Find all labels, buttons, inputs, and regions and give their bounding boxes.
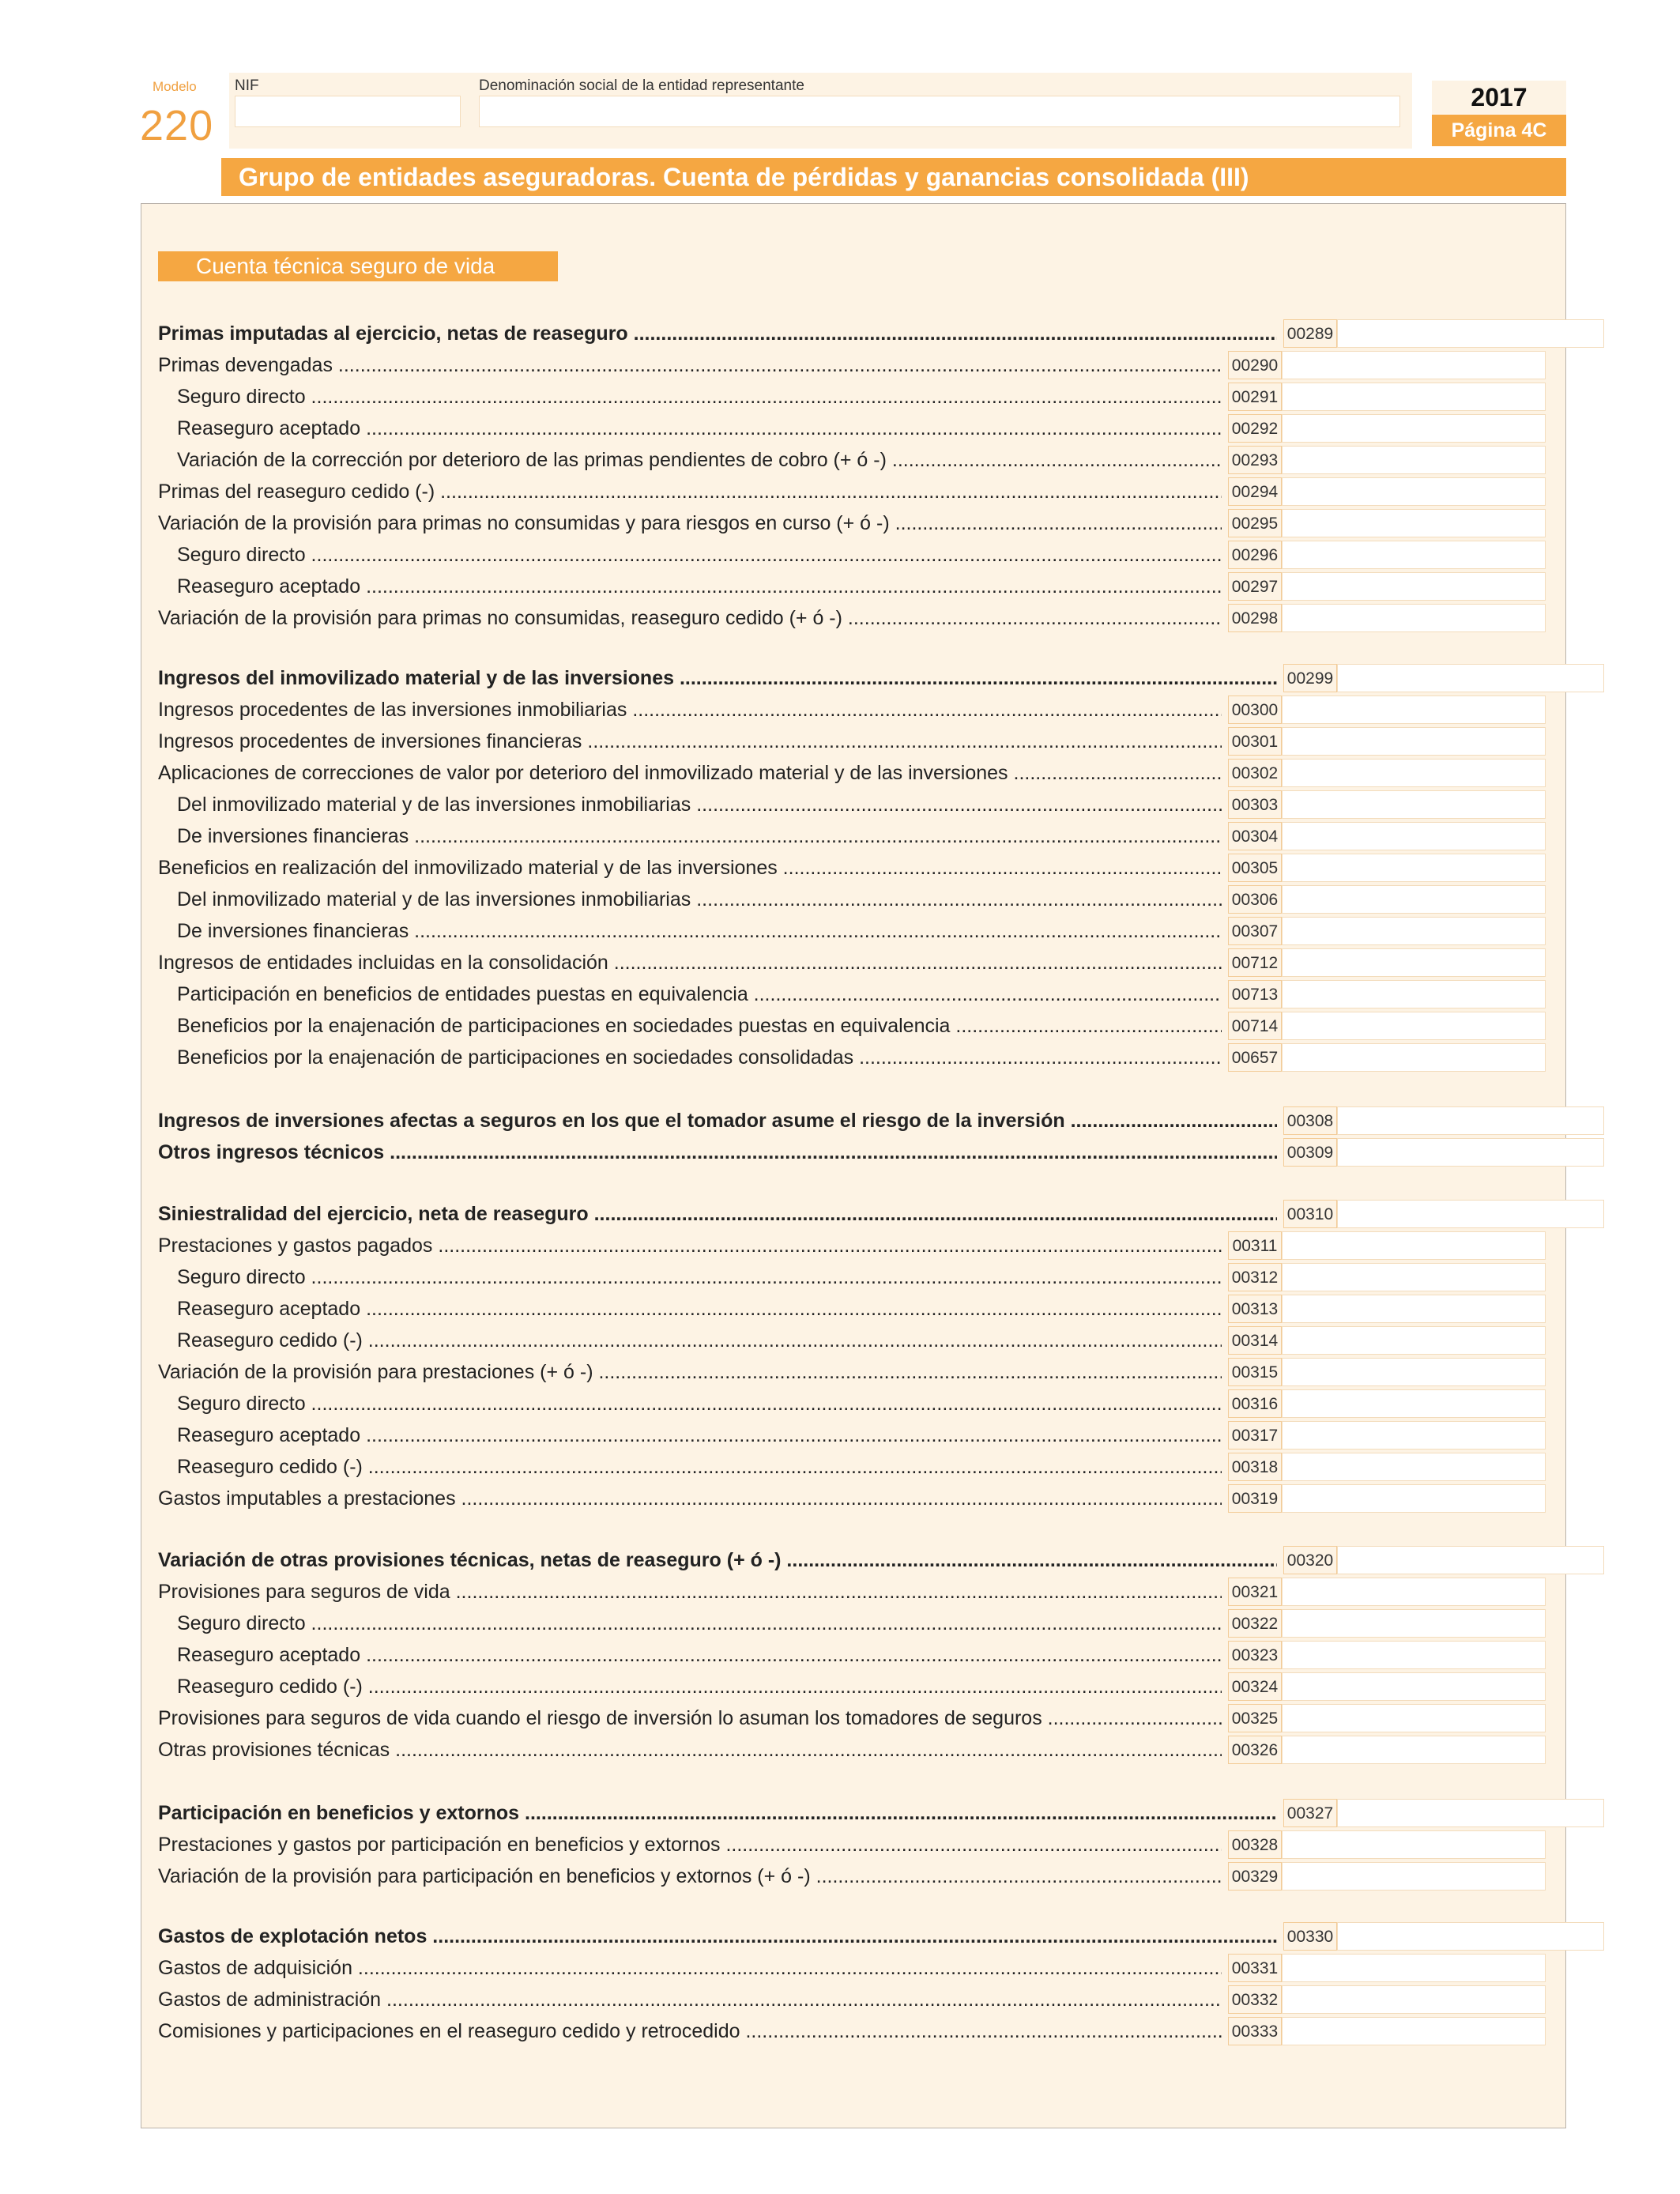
row-label: Beneficios por la enajenación de participaciones en sociedades consolidadas ..... — [177, 1043, 1222, 1072]
row-label: Seguro directo ..... — [177, 1609, 1222, 1638]
row-label: Gastos imputables a prestaciones ..... — [158, 1484, 1222, 1513]
row-label: Seguro directo ..... — [177, 1389, 1222, 1418]
value-input-00305[interactable] — [1282, 854, 1546, 882]
row-label: Seguro directo ..... — [177, 1263, 1222, 1291]
value-input-00332[interactable] — [1282, 1985, 1546, 2014]
year-label: 2017 — [1432, 81, 1566, 114]
row-label: Prestaciones y gastos por participación en beneficios y extornos ..... — [158, 1830, 1222, 1859]
row-code: 00331 — [1228, 1954, 1282, 1982]
row-code: 00307 — [1228, 917, 1282, 945]
row-label: Ingresos de inversiones afectas a seguros en los que el tomador asume el riesgo de la inversión ..... — [158, 1106, 1277, 1135]
row-code: 00712 — [1228, 948, 1282, 977]
row-label: Primas del reaseguro cedido (-) ..... — [158, 477, 1222, 506]
value-input-00290[interactable] — [1282, 351, 1546, 379]
row-code: 00322 — [1228, 1609, 1282, 1638]
row-label: De inversiones financieras ..... — [177, 917, 1222, 945]
value-input-00318[interactable] — [1282, 1453, 1546, 1481]
value-input-00293[interactable] — [1282, 446, 1546, 474]
value-input-00311[interactable] — [1282, 1231, 1546, 1260]
value-input-00328[interactable] — [1282, 1830, 1546, 1859]
value-input-00714[interactable] — [1282, 1012, 1546, 1040]
section-title: Cuenta técnica seguro de vida — [158, 251, 558, 281]
row-code: 00298 — [1228, 604, 1282, 632]
value-input-00304[interactable] — [1282, 822, 1546, 850]
value-input-00315[interactable] — [1282, 1358, 1546, 1386]
row-label: Participación en beneficios y extornos ..... — [158, 1799, 1277, 1827]
row-label: Beneficios en realización del inmovilizado material y de las inversiones ..... — [158, 854, 1222, 882]
value-input-00321[interactable] — [1282, 1578, 1546, 1606]
row-code: 00326 — [1228, 1736, 1282, 1764]
row-code: 00289 — [1283, 319, 1337, 348]
value-input-00329[interactable] — [1282, 1862, 1546, 1891]
value-input-00299[interactable] — [1337, 664, 1604, 692]
row-label: Otros ingresos técnicos ..... — [158, 1138, 1277, 1167]
row-code: 00309 — [1283, 1138, 1337, 1167]
row-code: 00303 — [1228, 790, 1282, 819]
row-label: Gastos de explotación netos ..... — [158, 1922, 1277, 1951]
row-code: 00305 — [1228, 854, 1282, 882]
row-code: 00299 — [1283, 664, 1337, 692]
row-label: Reaseguro cedido (-) ..... — [177, 1672, 1222, 1701]
row-label: Variación de la provisión para participación en beneficios y extornos (+ ó -) ..... — [158, 1862, 1222, 1891]
row-code: 00330 — [1283, 1922, 1337, 1951]
row-label: Reaseguro aceptado ..... — [177, 572, 1222, 601]
value-input-00314[interactable] — [1282, 1326, 1546, 1355]
value-input-00331[interactable] — [1282, 1954, 1546, 1982]
row-code: 00295 — [1228, 509, 1282, 537]
value-input-00657[interactable] — [1282, 1043, 1546, 1072]
row-label: Variación de la provisión para prestaciones (+ ó -) ..... — [158, 1358, 1222, 1386]
row-label: Reaseguro aceptado ..... — [177, 414, 1222, 443]
row-code: 00290 — [1228, 351, 1282, 379]
row-code: 00324 — [1228, 1672, 1282, 1701]
row-label: Otras provisiones técnicas ..... — [158, 1736, 1222, 1764]
row-label: Variación de la provisión para primas no consumidas, reaseguro cedido (+ ó -) ..... — [158, 604, 1222, 632]
row-code: 00318 — [1228, 1453, 1282, 1481]
row-label: Del inmovilizado material y de las inversiones inmobiliarias ..... — [177, 885, 1222, 914]
value-input-00296[interactable] — [1282, 541, 1546, 569]
value-input-00303[interactable] — [1282, 790, 1546, 819]
value-input-00309[interactable] — [1337, 1138, 1604, 1167]
row-code: 00296 — [1228, 541, 1282, 569]
row-label: Reaseguro cedido (-) ..... — [177, 1326, 1222, 1355]
row-label: Primas devengadas ..... — [158, 351, 1222, 379]
value-input-00312[interactable] — [1282, 1263, 1546, 1291]
value-input-00302[interactable] — [1282, 759, 1546, 787]
row-code: 00314 — [1228, 1326, 1282, 1355]
row-label: Ingresos procedentes de inversiones financieras ..... — [158, 727, 1222, 756]
row-label: De inversiones financieras ..... — [177, 822, 1222, 850]
value-input-00301[interactable] — [1282, 727, 1546, 756]
row-code: 00294 — [1228, 477, 1282, 506]
row-label: Primas imputadas al ejercicio, netas de reaseguro ..... — [158, 319, 1277, 348]
row-code: 00317 — [1228, 1421, 1282, 1449]
value-input-00313[interactable] — [1282, 1295, 1546, 1323]
row-label: Variación de otras provisiones técnicas, netas de reaseguro (+ ó -) ..... — [158, 1546, 1277, 1574]
row-code: 00293 — [1228, 446, 1282, 474]
value-input-00327[interactable] — [1337, 1799, 1604, 1827]
denominacion-input[interactable] — [479, 96, 1400, 127]
row-code: 00315 — [1228, 1358, 1282, 1386]
row-code: 00325 — [1228, 1704, 1282, 1732]
value-input-00306[interactable] — [1282, 885, 1546, 914]
value-input-00294[interactable] — [1282, 477, 1546, 506]
row-code: 00313 — [1228, 1295, 1282, 1323]
row-label: Gastos de administración ..... — [158, 1985, 1222, 2014]
row-code: 00321 — [1228, 1578, 1282, 1606]
value-input-00712[interactable] — [1282, 948, 1546, 977]
value-input-00291[interactable] — [1282, 383, 1546, 411]
row-code: 00333 — [1228, 2017, 1282, 2045]
row-label: Participación en beneficios de entidades puestas en equivalencia ..... — [177, 980, 1222, 1008]
value-input-00317[interactable] — [1282, 1421, 1546, 1449]
row-label: Seguro directo ..... — [177, 383, 1222, 411]
value-input-00320[interactable] — [1337, 1546, 1604, 1574]
row-label: Beneficios por la enajenación de participaciones en sociedades puestas en equivalencia ..... — [177, 1012, 1222, 1040]
row-code: 00310 — [1283, 1200, 1337, 1228]
row-label: Variación de la provisión para primas no consumidas y para riesgos en curso (+ ó -) ..... — [158, 509, 1222, 537]
row-label: Prestaciones y gastos pagados ..... — [158, 1231, 1222, 1260]
row-code: 00713 — [1228, 980, 1282, 1008]
row-code: 00292 — [1228, 414, 1282, 443]
value-input-00324[interactable] — [1282, 1672, 1546, 1701]
nif-label: NIF — [235, 77, 259, 94]
row-label: Seguro directo ..... — [177, 541, 1222, 569]
row-code: 00327 — [1283, 1799, 1337, 1827]
value-input-00713[interactable] — [1282, 980, 1546, 1008]
row-label: Ingresos de entidades incluidas en la consolidación ..... — [158, 948, 1222, 977]
row-label: Reaseguro cedido (-) ..... — [177, 1453, 1222, 1481]
row-code: 00714 — [1228, 1012, 1282, 1040]
row-label: Variación de la corrección por deterioro de las primas pendientes de cobro (+ ó -) ..... — [177, 446, 1222, 474]
row-label: Provisiones para seguros de vida cuando el riesgo de inversión lo asuman los tomadores de seguros ..... — [158, 1704, 1222, 1732]
row-code: 00302 — [1228, 759, 1282, 787]
row-label: Ingresos del inmovilizado material y de las inversiones ..... — [158, 664, 1277, 692]
row-code: 00320 — [1283, 1546, 1337, 1574]
row-code: 00306 — [1228, 885, 1282, 914]
row-code: 00657 — [1228, 1043, 1282, 1072]
row-code: 00291 — [1228, 383, 1282, 411]
row-code: 00311 — [1228, 1231, 1282, 1260]
row-label: Comisiones y participaciones en el reaseguro cedido y retrocedido ..... — [158, 2017, 1222, 2045]
row-code: 00328 — [1228, 1830, 1282, 1859]
row-code: 00300 — [1228, 696, 1282, 724]
value-input-00330[interactable] — [1337, 1922, 1604, 1951]
value-input-00289[interactable] — [1337, 319, 1604, 348]
value-input-00310[interactable] — [1337, 1200, 1604, 1228]
row-label: Del inmovilizado material y de las inversiones inmobiliarias ..... — [177, 790, 1222, 819]
value-input-00319[interactable] — [1282, 1484, 1546, 1513]
value-input-00325[interactable] — [1282, 1704, 1546, 1732]
modelo-number: 220 — [140, 102, 214, 149]
row-code: 00312 — [1228, 1263, 1282, 1291]
denominacion-label: Denominación social de la entidad representante — [479, 77, 804, 94]
row-code: 00304 — [1228, 822, 1282, 850]
value-input-00316[interactable] — [1282, 1389, 1546, 1418]
row-label: Ingresos procedentes de las inversiones inmobiliarias ..... — [158, 696, 1222, 724]
row-code: 00323 — [1228, 1641, 1282, 1669]
value-input-00292[interactable] — [1282, 414, 1546, 443]
row-code: 00301 — [1228, 727, 1282, 756]
value-input-00295[interactable] — [1282, 509, 1546, 537]
row-label: Reaseguro aceptado ..... — [177, 1421, 1222, 1449]
row-label: Reaseguro aceptado ..... — [177, 1295, 1222, 1323]
row-code: 00297 — [1228, 572, 1282, 601]
value-input-00300[interactable] — [1282, 696, 1546, 724]
row-label: Reaseguro aceptado ..... — [177, 1641, 1222, 1669]
value-input-00297[interactable] — [1282, 572, 1546, 601]
row-code: 00308 — [1283, 1106, 1337, 1135]
row-code: 00319 — [1228, 1484, 1282, 1513]
row-label: Aplicaciones de correcciones de valor por deterioro del inmovilizado material y de las inversiones ..... — [158, 759, 1222, 787]
value-input-00308[interactable] — [1337, 1106, 1604, 1135]
row-label: Gastos de adquisición ..... — [158, 1954, 1222, 1982]
row-code: 00332 — [1228, 1985, 1282, 2014]
row-label: Provisiones para seguros de vida ..... — [158, 1578, 1222, 1606]
value-input-00326[interactable] — [1282, 1736, 1546, 1764]
modelo-label: Modelo — [153, 79, 197, 94]
value-input-00307[interactable] — [1282, 917, 1546, 945]
page-title: Grupo de entidades aseguradoras. Cuenta de pérdidas y ganancias consolidada (III) — [221, 158, 1566, 196]
row-label: Siniestralidad del ejercicio, neta de reaseguro ..... — [158, 1200, 1277, 1228]
value-input-00323[interactable] — [1282, 1641, 1546, 1669]
value-input-00298[interactable] — [1282, 604, 1546, 632]
row-code: 00316 — [1228, 1389, 1282, 1418]
value-input-00322[interactable] — [1282, 1609, 1546, 1638]
page-label: Página 4C — [1432, 115, 1566, 146]
nif-input[interactable] — [235, 96, 461, 127]
row-code: 00329 — [1228, 1862, 1282, 1891]
value-input-00333[interactable] — [1282, 2017, 1546, 2045]
